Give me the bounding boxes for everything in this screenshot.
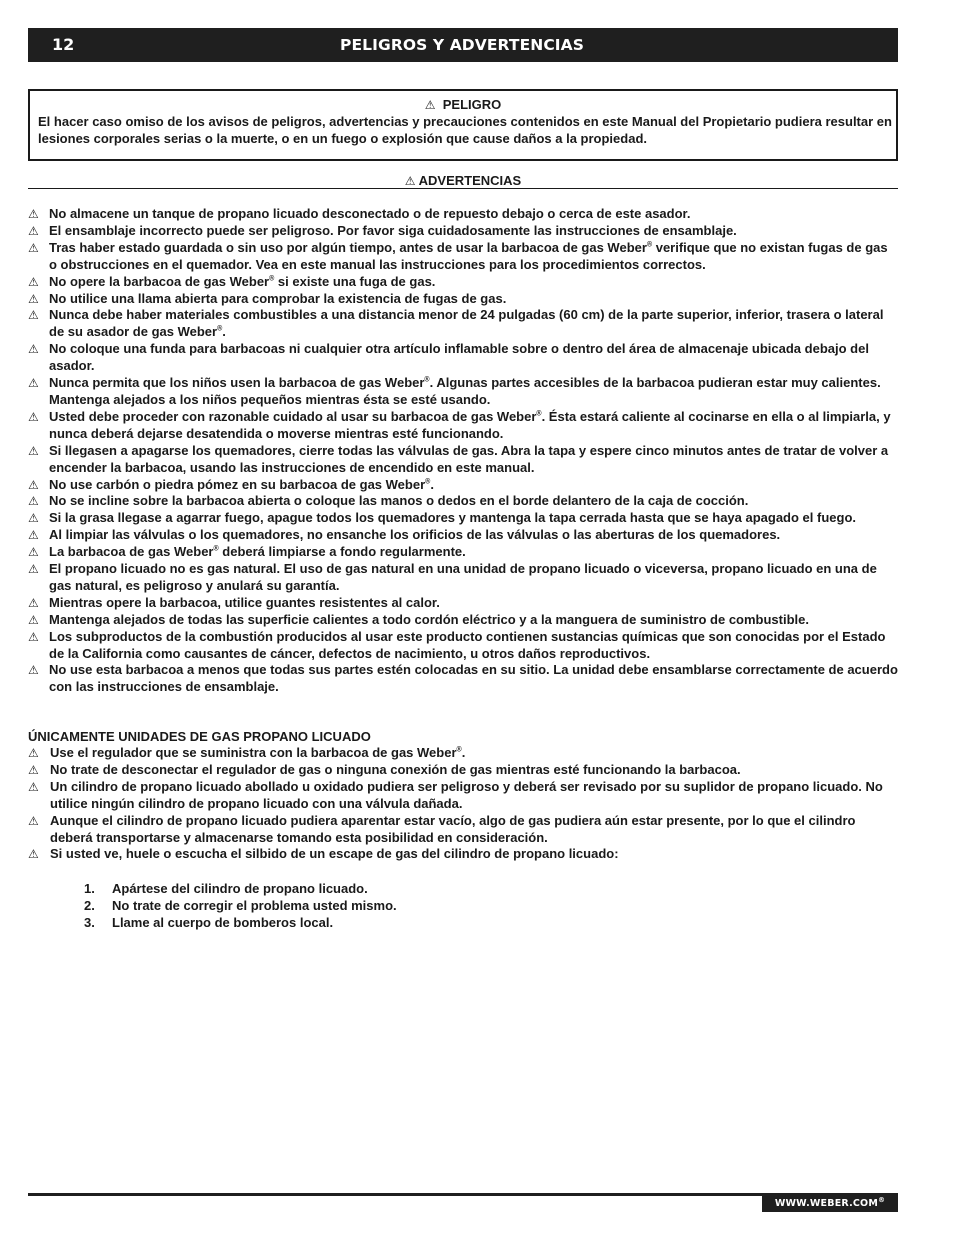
lp-warning-text: Use el regulador que se suministra con la barbacoa de gas Weber®. (50, 745, 466, 760)
page-header (28, 28, 898, 62)
warning-text: Si la grasa llegase a agarrar fuego, apague todos los quemadores y mantenga la tapa cerrada hasta que se haya apagado el fuego. (49, 510, 857, 526)
step-text: Apártese del cilindro de propano licuado. (112, 881, 368, 896)
danger-box (28, 89, 898, 161)
warning-text: No coloque una funda para barbacoas ni cualquier otra artículo inflamable sobre o dentro del área de almacenaje ubicada debajo del asador. (49, 341, 869, 374)
warning-triangle-icon: ⚠ (28, 762, 39, 777)
warning-triangle-icon: ⚠ (28, 746, 39, 760)
lp-warning-text: Un cilindro de propano licuado abollado u oxidado pudiera ser peligroso y deberá ser revisado por su suplidor de propano licuado. No utilice ningún cilindro de propano licuado con una válvula dañada. (50, 778, 883, 811)
page-title: PELIGROS Y ADVERTENCIAS (340, 36, 585, 54)
warning-text: Mientras opere la barbacoa, utilice guantes resistentes al calor. (49, 594, 440, 610)
warning-item (28, 510, 898, 527)
warning-triangle-icon: ⚠ (28, 595, 39, 610)
warning-text: Si llegasen a apagarse los quemadores, cierre todas las válvulas de gas. Abra la tapa y espere cinco minutos antes de tratar de volver a encender la barbacoa, usando las instrucciones de encendido en este manual. (49, 442, 889, 475)
lp-warning-text: Aunque el cilindro de propano licuado pudiera aparentar estar vacío, algo de gas pudiera aún estar presente, por lo que el cilindro deberá transportarse y almacenarse tomando esta posibilidad en consideración. (50, 812, 856, 845)
warning-text: No almacene un tanque de propano licuado desconectado o de repuesto debajo o cerca de este asador. (49, 206, 691, 221)
lp-section-heading: ÚNICAMENTE UNIDADES DE GAS PROPANO LICUADO (28, 729, 371, 744)
warning-item (28, 206, 898, 223)
warning-triangle-icon: ⚠ (28, 813, 39, 828)
warning-triangle-icon: ⚠ (28, 612, 39, 627)
step-item (84, 880, 397, 897)
warning-triangle-icon: ⚠ (28, 545, 39, 560)
warning-triangle-icon: ⚠ (28, 376, 39, 391)
danger-text: El hacer caso omiso de los avisos de peligros, advertencias y precauciones contenidos en este Manual del Propietario pudiera resultar en lesiones corporales serias o la muerte, o en un fuego o explosión que cause daños a la propiedad. (38, 114, 892, 146)
warnings-heading (28, 173, 898, 189)
warning-text: Al limpiar las válvulas o los quemadores, no ensanche los orificios de las válvulas o las aberturas de los quemadores. (49, 527, 781, 543)
warning-triangle-icon: ⚠ (28, 274, 39, 289)
warning-item (28, 477, 898, 494)
warning-triangle-icon: ⚠ (28, 240, 39, 255)
warning-item (28, 629, 898, 663)
warning-triangle-icon: ⚠ (28, 308, 39, 323)
step-text: Llame al cuerpo de bomberos local. (112, 915, 334, 930)
warning-item (28, 274, 898, 291)
lp-warning-item (28, 745, 898, 762)
page-number: 12 (52, 35, 75, 54)
footer-url: WWW.WEBER.COM® (762, 1195, 898, 1212)
warning-text: El ensamblaje incorrecto puede ser peligroso. Por favor siga cuidadosamente las instrucciones de ensamblaje. (49, 222, 737, 238)
warning-text: El propano licuado no es gas natural. El uso de gas natural en una unidad de propano licuado o viceversa, propano licuado en una de gas natural, es peligroso y anulará su garantía. (49, 561, 877, 593)
warning-item (28, 544, 898, 561)
step-number: 1. (84, 881, 95, 896)
warning-text: Mantenga alejados de todas las superficie calientes a todo cordón eléctrico y a la manguera de suministro de combustible. (49, 611, 809, 627)
warning-item (28, 341, 898, 375)
warning-text: Los subproductos de la combustión producidos al usar este producto contienen sustancias químicas que son conocidas por el Estado de la California como causantes de cáncer, defectos de nacimiento, u otros daños reproductivos. (49, 628, 886, 661)
warning-text: Nunca debe haber materiales combustibles a una distancia menor de 24 pulgadas (60 cm) de la parte superior, inferior, trasera o lateral de su asador de gas Weber®. (49, 307, 884, 340)
step-number: 2. (84, 898, 95, 913)
warning-text: No se incline sobre la barbacoa abierta o coloque las manos o dedos en el borde delantero de la caja de cocción. (49, 493, 749, 509)
warning-text: Tras haber estado guardada o sin uso por algún tiempo, antes de usar la barbacoa de gas Weber® verifique que no existan fugas de gas o obstrucciones en el quemador. Vea en este manual las instrucciones para los procedimientos correctos. (49, 239, 888, 272)
warning-item (28, 561, 898, 595)
warning-item (28, 409, 898, 443)
warnings-heading-label: ADVERTENCIAS (418, 173, 522, 188)
warning-triangle-icon: ⚠ (28, 663, 39, 678)
lp-warning-text: No trate de desconectar el regulador de gas o ninguna conexión de gas mientras esté funcionando la barbacoa. (50, 761, 741, 777)
warning-triangle-icon: ⚠ (28, 207, 39, 221)
warning-text: No opere la barbacoa de gas Weber® si existe una fuga de gas. (49, 273, 436, 289)
danger-heading (30, 97, 896, 112)
warning-item (28, 595, 898, 612)
lp-warnings-list (28, 745, 898, 863)
lp-warning-item (28, 779, 898, 813)
warning-triangle-icon: ⚠ (28, 342, 39, 357)
warning-item (28, 443, 898, 477)
lp-warning-item (28, 813, 898, 847)
warning-triangle-icon: ⚠ (28, 629, 39, 644)
lp-warning-text: Si usted ve, huele o escucha el silbido de un escape de gas del cilindro de propano licuado: (50, 846, 619, 862)
warning-item (28, 291, 898, 308)
warning-triangle-icon: ⚠ (28, 779, 39, 794)
warning-triangle-icon: ⚠ (28, 291, 39, 306)
warning-item (28, 240, 898, 274)
warning-item (28, 307, 898, 341)
warning-triangle-icon: ⚠ (28, 409, 39, 424)
danger-heading-label: PELIGRO (442, 97, 502, 112)
warning-item (28, 527, 898, 544)
lp-warning-item (28, 846, 898, 863)
warning-triangle-icon: ⚠ (28, 494, 39, 509)
warning-triangle-icon: ⚠ (404, 174, 416, 188)
warning-triangle-icon: ⚠ (28, 223, 39, 238)
warning-text: Nunca permita que los niños usen la barbacoa de gas Weber®. Algunas partes accesibles de la barbacoa pudieran estar muy calientes. Mantenga alejados a los niños pequeños mientras ésta se esté usando. (49, 375, 881, 407)
warning-triangle-icon: ⚠ (28, 477, 39, 492)
warning-text: No use carbón o piedra pómez en su barbacoa de gas Weber®. (49, 476, 434, 492)
warning-item (28, 375, 898, 409)
warning-triangle-icon: ⚠ (28, 528, 39, 543)
warning-triangle-icon: ⚠ (28, 511, 39, 526)
step-item (84, 897, 397, 914)
warning-item (28, 662, 898, 696)
warning-item (28, 493, 898, 510)
step-text: No trate de corregir el problema usted mismo. (112, 898, 397, 913)
warning-item (28, 612, 898, 629)
warning-triangle-icon: ⚠ (28, 443, 39, 458)
lp-warning-item (28, 762, 898, 779)
warning-triangle-icon: ⚠ (28, 847, 39, 862)
warning-text: Usted debe proceder con razonable cuidado al usar su barbacoa de gas Weber®. Ésta estará caliente al cocinarse en ella o al limpiarla, y nunca deberá dejarse desatendida o moverse mientras esté funcionando. (49, 408, 891, 441)
warning-text: No utilice una llama abierta para comprobar la existencia de fugas de gas. (49, 290, 507, 306)
warnings-divider (28, 188, 898, 189)
step-item (84, 914, 397, 931)
step-number: 3. (84, 915, 95, 930)
warning-item (28, 223, 898, 240)
warning-triangle-icon: ⚠ (28, 562, 39, 577)
warning-text: No use esta barbacoa a menos que todas sus partes estén colocadas en su sitio. La unidad debe ensamblarse correctamente de acuerdo con las instrucciones de ensamblaje. (49, 662, 898, 695)
warnings-list (28, 206, 898, 696)
warning-text: La barbacoa de gas Weber® deberá limpiarse a fondo regularmente. (49, 544, 466, 560)
leak-steps-list (84, 880, 397, 931)
warning-triangle-icon: ⚠ (424, 98, 436, 112)
